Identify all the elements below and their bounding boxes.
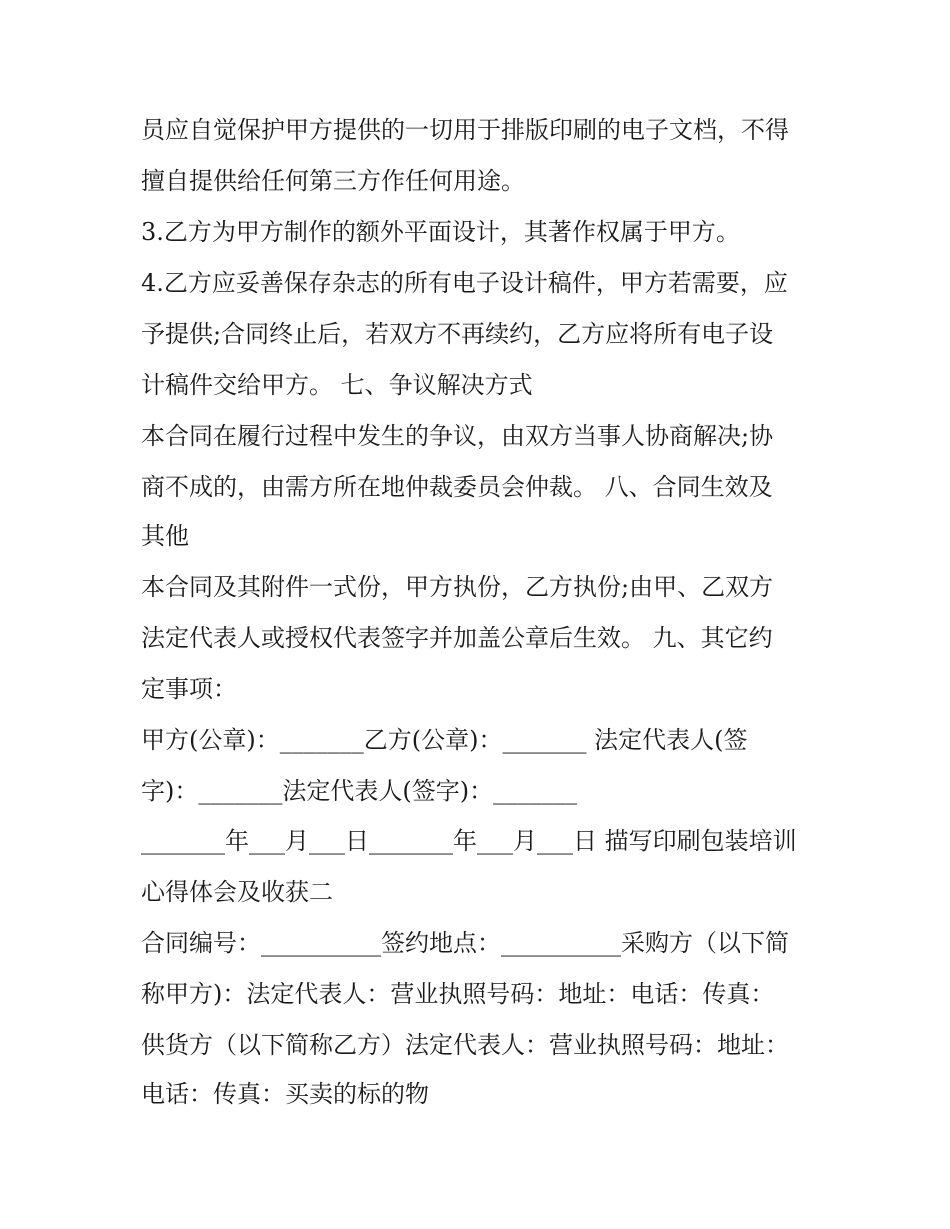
text-line: 字)：_______法定代表人(签字)：_______: [141, 777, 578, 805]
text-line: 4.乙方应妥善保存杂志的所有电子设计稿件，甲方若需要，应: [141, 269, 788, 297]
text-line: _______年___月___日_______年___月___日 描写印刷包装培训: [141, 827, 797, 855]
text-line: 法定代表人或授权代表签字并加盖公章后生效。 九、其它约: [141, 624, 773, 652]
text-line: 本合同及其附件一式份，甲方执份，乙方执份;由甲、乙双方: [141, 573, 774, 601]
text-line: 其他: [141, 522, 189, 550]
text-line: 供货方（以下简称乙方）法定代表人：营业执照号码：地址：: [141, 1031, 789, 1059]
text-line: 定事项：: [141, 675, 237, 703]
text-line: 心得体会及收获二: [141, 878, 333, 906]
text-line: 予提供;合同终止后，若双方不再续约，乙方应将所有电子设: [141, 320, 774, 348]
text-line: 计稿件交给甲方。 七、争议解决方式: [141, 371, 533, 399]
text-line: 擅自提供给任何第三方作任何用途。: [141, 167, 525, 195]
text-line: 甲方(公章)：_______乙方(公章)：_______ 法定代表人(签: [141, 726, 748, 754]
text-line: 称甲方)：法定代表人：营业执照号码：地址：电话：传真：: [141, 980, 775, 1008]
text-line: 商不成的，由需方所在地仲裁委员会仲裁。 八、合同生效及: [141, 473, 773, 501]
text-line: 员应自觉保护甲方提供的一切用于排版印刷的电子文档，不得: [141, 116, 789, 144]
text-line: 电话：传真：买卖的标的物: [141, 1080, 429, 1108]
text-line: 本合同在履行过程中发生的争议，由双方当事人协商解决;协: [141, 422, 774, 450]
text-line: 合同编号：__________签约地点：__________采购方（以下简: [141, 929, 789, 957]
text-line: 3.乙方为甲方制作的额外平面设计，其著作权属于甲方。: [141, 218, 740, 246]
